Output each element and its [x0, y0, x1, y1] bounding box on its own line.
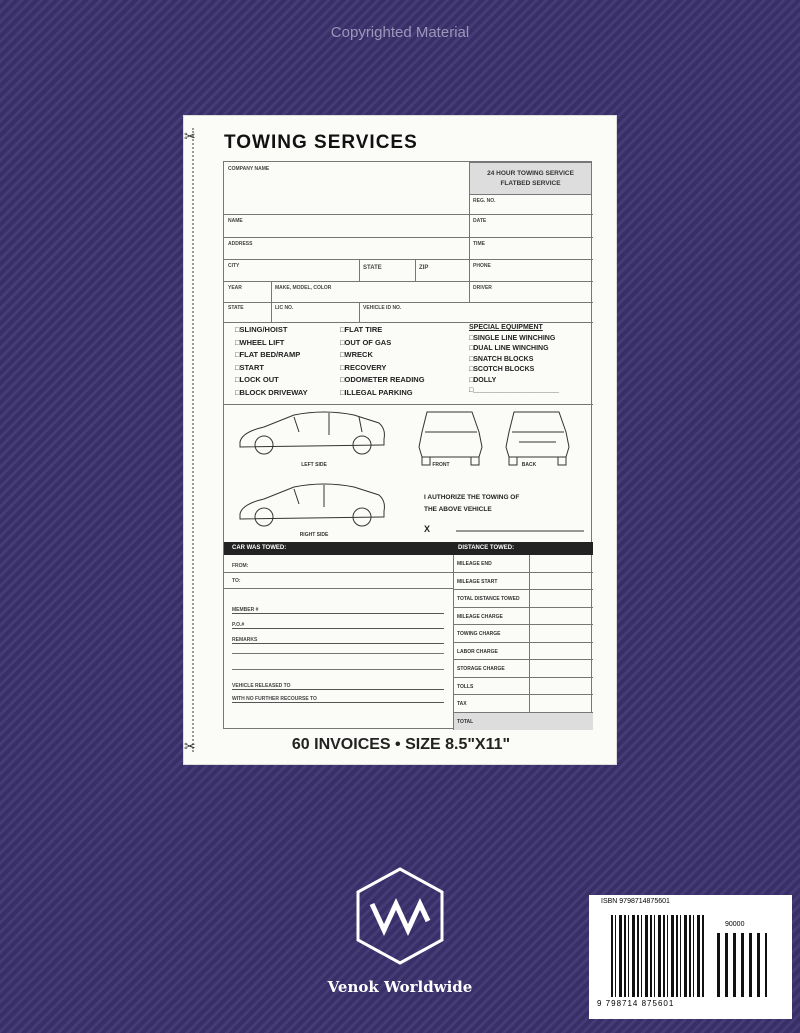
checkbox-item[interactable]: □ RECOVERY	[340, 363, 386, 372]
service-checklist-2[interactable]	[340, 324, 425, 400]
name-field[interactable]: NAME	[228, 218, 243, 224]
date-field[interactable]: DATE	[473, 218, 487, 224]
divider	[224, 404, 593, 405]
divider	[415, 259, 416, 281]
signature-line[interactable]: X	[424, 524, 431, 534]
divider	[224, 214, 593, 215]
make-model-field[interactable]: MAKE, MODEL, COLOR	[275, 285, 332, 291]
city-field[interactable]: CITY	[228, 263, 240, 269]
car-left-side-icon	[240, 412, 384, 454]
form-title: TOWING SERVICES	[224, 132, 418, 153]
charge-row[interactable]: MILEAGE END	[454, 555, 593, 573]
checkbox-item[interactable]: □ WHEEL LIFT	[235, 338, 284, 347]
towed-header-bar	[224, 542, 593, 555]
isbn-barcode	[589, 895, 792, 1019]
checkbox-item[interactable]: □ SINGLE LINE WINCHING	[469, 335, 555, 342]
service-checklist-1[interactable]	[235, 324, 308, 400]
charge-row[interactable]: MILEAGE CHARGE	[454, 608, 593, 626]
po-field[interactable]: P.O.#	[232, 622, 444, 629]
scissors-icon: ✂	[184, 128, 196, 144]
zip-field[interactable]: ZIP	[419, 265, 429, 271]
remarks-field[interactable]: REMARKS	[232, 637, 444, 644]
charge-row[interactable]: TOTAL	[454, 713, 593, 731]
recourse-field[interactable]: WITH NO FURTHER RECOURSE TO	[232, 696, 444, 703]
price-barcode-bars	[717, 933, 767, 997]
checkbox-item[interactable]: □ SCOTCH BLOCKS	[469, 366, 534, 373]
authorization-line: THE ABOVE VEHICLE	[424, 506, 492, 513]
released-to-field[interactable]: VEHICLE RELEASED TO	[232, 683, 444, 690]
divider	[224, 588, 453, 589]
checkbox-item[interactable]: □ WRECK	[340, 350, 373, 359]
divider	[224, 259, 593, 260]
perforation-line	[192, 128, 194, 752]
barcode-digits: 9 798714 875601	[597, 999, 675, 1008]
price-code: 90000	[725, 921, 745, 928]
to-field[interactable]: TO:	[232, 578, 241, 584]
watermark: Copyrighted Material	[330, 24, 470, 41]
charge-row[interactable]: TOLLS	[454, 678, 593, 696]
car-right-side-icon	[240, 484, 384, 526]
member-field[interactable]: MEMBER #	[232, 607, 444, 614]
checkbox-item[interactable]: □ FLAT BED/RAMP	[235, 350, 300, 359]
brand-name: Venok Worldwide	[327, 978, 473, 996]
divider	[271, 281, 272, 322]
remarks-line[interactable]	[232, 653, 444, 654]
brand-logo-icon	[352, 866, 448, 966]
distance-header: DISTANCE TOWED:	[458, 545, 515, 551]
special-equipment-list[interactable]	[469, 323, 559, 397]
car-back-icon	[506, 412, 569, 465]
authorization-line: I AUTHORIZE THE TOWING OF	[424, 494, 520, 501]
reg-no-field[interactable]: REG. NO.	[473, 198, 496, 204]
divider	[224, 281, 593, 282]
divider	[224, 572, 453, 573]
charge-row[interactable]: TOWING CHARGE	[454, 625, 593, 643]
checkbox-item[interactable]: □ DOLLY	[469, 377, 496, 384]
divider	[359, 302, 360, 322]
footer-caption: 60 INVOICES • SIZE 8.5"X11"	[291, 736, 511, 753]
driver-field[interactable]: DRIVER	[473, 285, 492, 291]
year-field[interactable]: YEAR	[228, 285, 242, 291]
checkbox-item[interactable]: □ SLING/HOIST	[235, 325, 287, 334]
charge-row[interactable]: TAX	[454, 695, 593, 713]
phone-field[interactable]: PHONE	[473, 263, 491, 269]
header-line: FLATBED SERVICE	[500, 180, 561, 187]
vehicle-state-field[interactable]: STATE	[228, 305, 244, 311]
checkbox-item[interactable]: □ ILLEGAL PARKING	[340, 388, 413, 397]
lic-no-field[interactable]: LIC NO.	[275, 305, 294, 311]
other-equipment-line[interactable]: □ ______________________	[469, 386, 559, 397]
car-front-icon	[419, 412, 482, 465]
divider	[359, 259, 360, 281]
divider	[224, 237, 593, 238]
charge-row[interactable]: TOTAL DISTANCE TOWED	[454, 590, 593, 608]
form-grid	[223, 161, 592, 729]
back-caption: BACK	[521, 462, 537, 468]
left-side-caption: LEFT SIDE	[301, 462, 327, 468]
header-line: 24 HOUR TOWING SERVICE	[487, 170, 574, 177]
remarks-line[interactable]	[232, 669, 444, 670]
checkbox-item[interactable]: □ LOCK OUT	[235, 375, 279, 384]
checkbox-item[interactable]: □ FLAT TIRE	[340, 325, 382, 334]
checkbox-item[interactable]: □ ODOMETER READING	[340, 375, 425, 384]
charge-row[interactable]: MILEAGE START	[454, 573, 593, 591]
checkbox-item[interactable]: □ START	[235, 363, 264, 372]
checkbox-item[interactable]: □ OUT OF GAS	[340, 338, 391, 347]
checkbox-item[interactable]: □ BLOCK DRIVEWAY	[235, 388, 308, 397]
checkbox-item[interactable]: □ DUAL LINE WINCHING	[469, 345, 549, 352]
divider	[224, 302, 593, 303]
authorization-text	[424, 492, 519, 516]
right-side-caption: RIGHT SIDE	[299, 532, 329, 538]
barcode-bars	[611, 915, 706, 997]
address-field[interactable]: ADDRESS	[228, 241, 253, 247]
state-field[interactable]: STATE	[363, 265, 382, 271]
form-preview-page	[183, 115, 617, 765]
charge-row[interactable]: STORAGE CHARGE	[454, 660, 593, 678]
from-field[interactable]: FROM:	[232, 563, 249, 569]
charge-row[interactable]: LABOR CHARGE	[454, 643, 593, 661]
company-name-field[interactable]: COMPANY NAME	[228, 166, 270, 172]
service-header-box	[469, 162, 592, 195]
vehicle-diagrams	[234, 407, 594, 542]
front-caption: FRONT	[432, 462, 450, 468]
time-field[interactable]: TIME	[473, 241, 485, 247]
charges-table	[454, 555, 593, 730]
vin-field[interactable]: VEHICLE ID NO.	[363, 305, 402, 311]
special-equipment-title: SPECIAL EQUIPMENT	[469, 324, 543, 331]
checkbox-item[interactable]	[469, 387, 473, 394]
towed-header: CAR WAS TOWED:	[232, 545, 287, 551]
checkbox-item[interactable]: □ SNATCH BLOCKS	[469, 356, 533, 363]
isbn-text: ISBN 9798714875601	[601, 898, 670, 905]
scissors-icon: ✂	[184, 738, 196, 754]
